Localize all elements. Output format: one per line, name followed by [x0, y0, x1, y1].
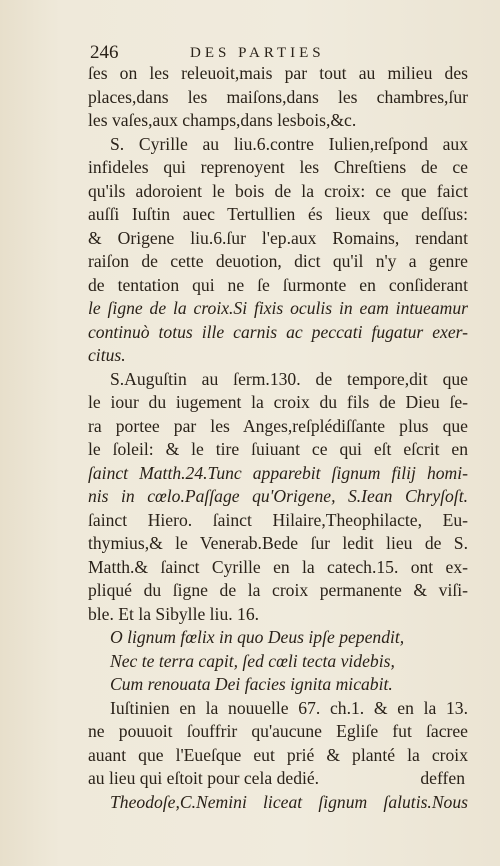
verse-line: Cum renouata Dei facies ignita micabit.	[110, 674, 393, 694]
text-line: Matth.& ſainct Cyrille en la catech.15. ont ex-	[88, 556, 468, 577]
text-line: qu'ils adoroient le bois de la croix: ce que faict	[88, 180, 468, 201]
text-line: ſes on les releuoit,mais par tout au milieu des	[88, 63, 468, 83]
text-line: Theodoſe,C.Nemini liceat ſignum ſalutis.Nous	[110, 791, 468, 812]
page-number: 246	[90, 42, 119, 63]
running-title: DES PARTIES	[190, 45, 325, 61]
text-line: pliqué du ſigne de la croix permanente & viſi-	[88, 580, 468, 600]
text-line: & Origene liu.6.ſur l'ep.aux Romains, rendant	[88, 227, 468, 248]
text-line: les vaſes,aux champs,dans lesbois,&c.	[88, 110, 357, 130]
verse-line: Nec te terra capit, ſed cœli tecta videbis,	[110, 650, 395, 671]
text-line: ſainct Hiero. ſainct Hilaire,Theophilacte, Eu-	[88, 509, 468, 530]
text-line: ra portee par les Anges,reſplédiſſante plus que	[88, 415, 468, 436]
text-line: S.Auguſtin au ſerm.130. de tempore,dit que	[110, 368, 468, 389]
text-line: de tentation qui ne ſe ſurmonte en conſiderant	[88, 274, 468, 295]
text-line: infideles qui reprenoyent les Chreſtiens de ce	[88, 157, 468, 177]
text-line: places,dans les maiſons,dans les chambres,ſur	[88, 86, 468, 107]
text-line: au lieu qui eſtoit pour cela dedié.	[88, 768, 320, 788]
catchword: deffen	[420, 768, 465, 788]
verse-line: O lignum fœlix in quo Deus ipſe pependit,	[110, 627, 405, 647]
text-line: le iour du iugement la croix du fils de Dieu ſe-	[88, 392, 468, 412]
text-line: auant que l'Eueſque eut prié & planté la croix	[88, 744, 468, 765]
body-text	[88, 62, 468, 814]
text-line: auſſi Iuſtin auec Tertullien és lieux que deſſus:	[88, 204, 468, 224]
text-line: S. Cyrille au liu.6.contre Iulien,reſpond aux	[110, 133, 468, 154]
text-line: ſainct Matth.24.Tunc apparebit ſignum filij homi-	[88, 462, 468, 483]
text-line: Iuſtinien en la nouuelle 67. ch.1. & en la 13.	[110, 697, 468, 718]
text-line: thymius,& le Venerab.Bede ſur ledit lieu de S.	[88, 533, 468, 553]
text-line: nis in cœlo.Paſſage qu'Origene, S.Iean Chryſoſt.	[88, 486, 468, 506]
text-line: raiſon de cette deuotion, dict qu'il n'y a genre	[88, 251, 468, 271]
text-line: ne pouuoit ſouffrir qu'aucune Egliſe fut ſacree	[88, 721, 468, 741]
text-line: le ſigne de la croix.Si fixis oculis in eam intueamur	[88, 298, 468, 318]
text-line: citus.	[88, 345, 126, 365]
text-line: ble. Et la Sibylle liu. 16.	[88, 603, 260, 624]
text-line: continuò totus ille carnis ac peccati fugatur exer-	[88, 321, 468, 342]
text-line: le ſoleil: & le tire ſuiuant ce qui eſt eſcrit en	[88, 439, 468, 459]
